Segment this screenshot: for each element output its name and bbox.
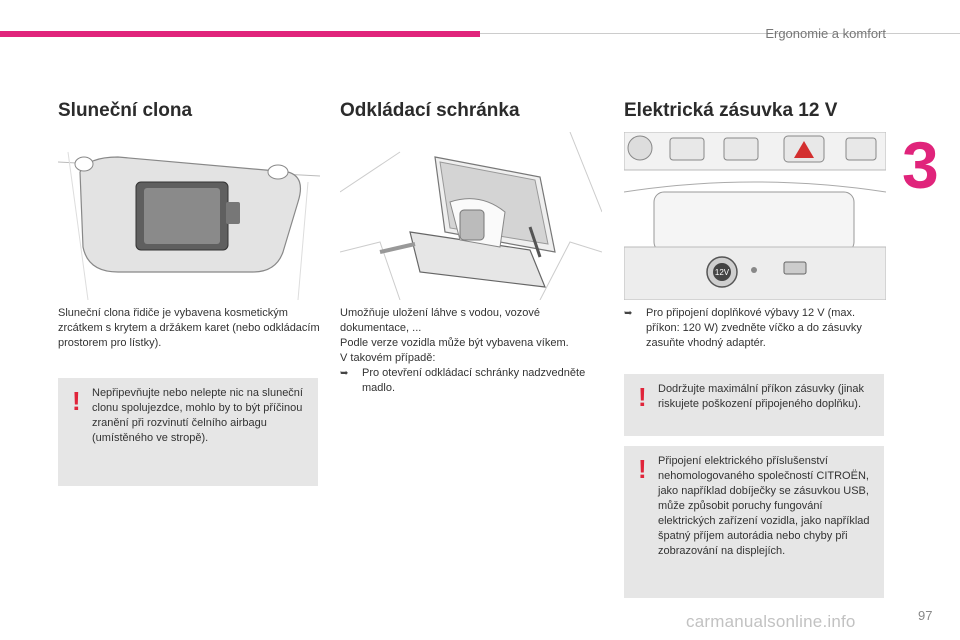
section-12v-socket bbox=[624, 100, 886, 126]
warning-box: ! Dodržujte maximální příkon zásuvky (jinak riskujete poškození připojeného doplňku). bbox=[624, 374, 884, 436]
page-number: 97 bbox=[918, 608, 933, 623]
exclamation-icon: ! bbox=[638, 382, 647, 412]
glove-box-illustration bbox=[340, 132, 602, 300]
arrow-bullet-icon: ➥ bbox=[340, 368, 349, 379]
glove-box-text: Umožňuje uložení láhve s vodou, vozové dokumentace, ... Podle verze vozidla může být vybavena víkem. V takovém případě: ➥ Pro otevření odkládací schránky nadzvedněte madlo. bbox=[340, 306, 602, 396]
section-title: Elektrická zásuvka 12 V bbox=[624, 100, 838, 121]
warning-box: ! Připojení elektrického příslušenství nehomologovaného společností CITROËN, jako například dobíječky se zásuvkou USB, může způsobit poruchy fungování elektrických zařízení vozidla, jako například špatný příjem autorádia nebo chyby při zobrazování na displejích. bbox=[624, 446, 884, 598]
section-sun-visor bbox=[58, 100, 320, 126]
exclamation-icon: ! bbox=[638, 454, 647, 484]
12v-socket-illustration bbox=[624, 132, 886, 300]
12v-socket-text bbox=[624, 306, 886, 351]
watermark: carmanualsonline.info bbox=[686, 612, 856, 631]
chapter-title: Ergonomie a komfort bbox=[765, 26, 886, 41]
header-accent-bar bbox=[0, 31, 480, 37]
section-title: Odkládací schránka bbox=[340, 100, 520, 121]
section-glove-box bbox=[340, 100, 602, 126]
instruction-item: ➥ Pro připojení doplňkové výbavy 12 V (max. příkon: 120 W) zvedněte víčko a do zásuvky zasuňte vhodný adaptér. bbox=[624, 307, 862, 349]
sun-visor-illustration bbox=[58, 132, 320, 300]
socket-label: 12V bbox=[714, 268, 730, 277]
sun-visor-text: Sluneční clona řidiče je vybavena kosmetickým zrcátkem s krytem a držákem karet (nebo odkládacím prostorem pro lístky). bbox=[58, 307, 320, 349]
header-rule bbox=[480, 33, 960, 34]
warning-box: ! Nepřipevňujte nebo nelepte nic na sluneční clonu spolujezdce, mohlo by to být příčinou zranění při rozvinutí čelního airbagu (umístěného ve stropě). bbox=[58, 378, 318, 486]
section-title: Sluneční clona bbox=[58, 100, 193, 121]
chapter-number: 3 bbox=[902, 128, 939, 202]
arrow-bullet-icon: ➥ bbox=[624, 308, 633, 319]
exclamation-icon: ! bbox=[72, 386, 81, 416]
instruction-item: ➥ Pro otevření odkládací schránky nadzvedněte madlo. bbox=[340, 367, 586, 394]
